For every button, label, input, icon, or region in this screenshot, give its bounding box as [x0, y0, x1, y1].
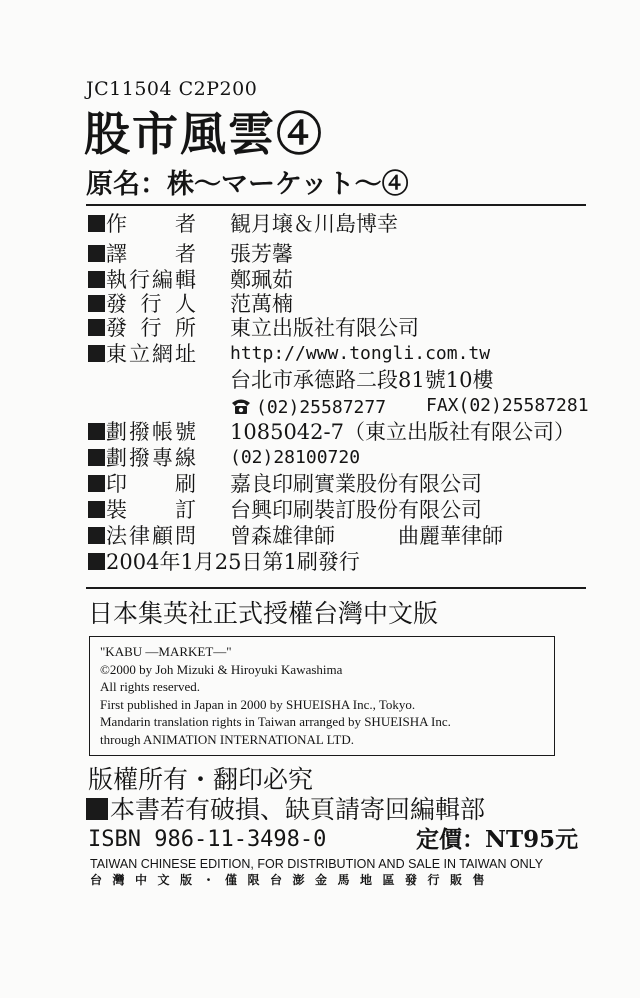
isbn: ISBN 986-11-3498-0	[88, 827, 327, 852]
credit-value: 台興印刷裝訂股份有限公司	[230, 498, 482, 522]
first-printing-row	[88, 548, 360, 576]
divider-middle	[86, 587, 586, 589]
first-printing: 2004年1月25日第1刷發行	[106, 550, 360, 574]
address: 台北市承德路二段81號10樓	[230, 368, 494, 392]
credit-label: 作 者	[106, 212, 196, 236]
telephone-icon	[230, 397, 252, 415]
bullet-icon	[88, 527, 105, 544]
copyright-line: through ANIMATION INTERNATIONAL LTD.	[100, 731, 354, 747]
credit-row-publishing-house	[88, 314, 419, 342]
bullet-icon	[88, 295, 105, 312]
bullet-icon	[88, 475, 105, 492]
credit-value: 嘉良印刷實業股份有限公司	[230, 472, 482, 496]
credit-label: 執行編輯	[106, 268, 196, 292]
copyright-line: All rights reserved.	[100, 679, 201, 694]
copyright-line: "KABU —MARKET—"	[100, 644, 232, 659]
credit-label: 發 行 人	[106, 292, 196, 316]
catalog-code: JC11504 C2P200	[86, 78, 258, 100]
copyright-line: ©2000 by Joh Mizuki & Hiroyuki Kawashima	[100, 661, 343, 677]
credit-row-printing	[88, 470, 482, 498]
bullet-icon	[88, 245, 105, 262]
copyright-line: First published in Japan in 2000 by SHUEISHA Inc., Tokyo.	[100, 696, 416, 712]
damaged-notice-line	[86, 794, 485, 826]
divider-top	[86, 204, 586, 206]
bullet-icon	[86, 798, 108, 820]
credit-row-binding	[88, 496, 482, 524]
phone-number: (02)25587277	[256, 397, 387, 418]
edition-notice-zh: 台灣中文版・僅限台澎金馬地區發行販售	[90, 873, 496, 887]
original-title: 原名：株〜マーケット〜④	[86, 169, 409, 200]
credit-value: (02)28100720	[230, 447, 361, 468]
credit-value: 観月壌＆川島博幸	[230, 212, 398, 236]
credit-value: 曾森雄律師	[230, 524, 335, 548]
credit-row-author	[88, 210, 398, 238]
bullet-icon	[88, 271, 105, 288]
credit-label: 東立網址	[106, 342, 196, 366]
credit-value: 1085042-7（東立出版社有限公司）	[230, 420, 575, 444]
credit-value: 東立出版社有限公司	[230, 316, 419, 340]
rights-reserved: 版權所有・翻印必究	[88, 765, 314, 794]
credit-row-transfer-line	[88, 444, 361, 472]
bullet-icon	[88, 319, 105, 336]
credit-label: 印 刷	[106, 472, 196, 496]
damaged-notice: 本書若有破損、缺頁請寄回編輯部	[110, 795, 486, 824]
credit-label: 劃撥帳號	[106, 420, 196, 444]
bullet-icon	[88, 449, 105, 466]
credit-value: 鄭珮茹	[230, 268, 293, 292]
price: 定價：NT95元	[416, 826, 579, 853]
bullet-icon	[88, 553, 105, 570]
copyright-line: Mandarin translation rights in Taiwan arranged by SHUEISHA Inc.	[100, 714, 451, 729]
credit-row-legal	[88, 522, 503, 550]
copyright-box	[89, 636, 555, 756]
credit-label: 譯 者	[106, 242, 196, 266]
credit-label: 裝 訂	[106, 498, 196, 522]
credit-value-second: 曲麗華律師	[398, 524, 503, 548]
credit-label: 法律顧問	[106, 524, 196, 548]
credit-value: 張芳馨	[230, 242, 293, 266]
website-link[interactable]: http://www.tongli.com.tw	[230, 343, 491, 364]
credit-row-translator	[88, 240, 293, 268]
credit-row-transfer-account	[88, 418, 575, 446]
license-statement: 日本集英社正式授權台灣中文版	[88, 599, 439, 628]
credit-row-website	[88, 340, 491, 368]
credit-label: 發 行 所	[106, 316, 196, 340]
edition-notice-en: TAIWAN CHINESE EDITION, FOR DISTRIBUTION AND SALE IN TAIWAN ONLY	[90, 857, 544, 871]
bullet-icon	[88, 345, 105, 362]
fax-number: FAX(02)25587281	[426, 395, 589, 416]
book-title: 股市風雲④	[84, 107, 324, 161]
credit-label: 劃撥專線	[106, 446, 196, 470]
bullet-icon	[88, 423, 105, 440]
bullet-icon	[88, 215, 105, 232]
bullet-icon	[88, 501, 105, 518]
credit-value: 范萬楠	[230, 292, 293, 316]
